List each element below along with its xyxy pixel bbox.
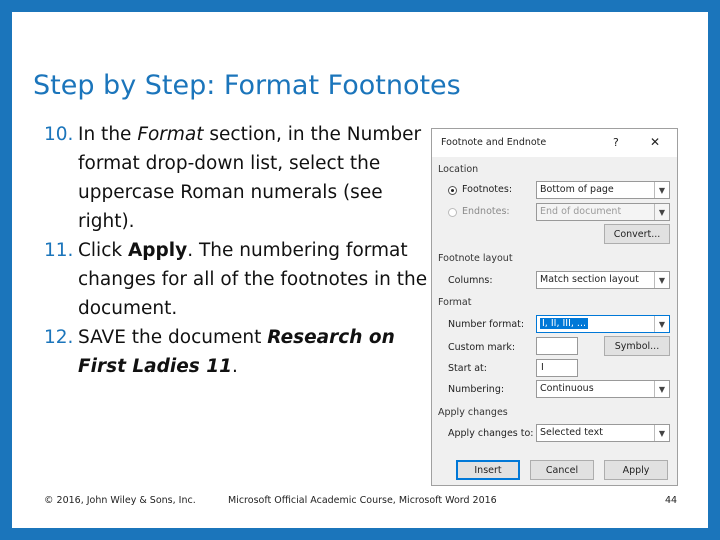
footnotes-radio[interactable] bbox=[448, 186, 457, 195]
number-format-select[interactable] bbox=[536, 315, 670, 333]
chevron-down-icon: ▼ bbox=[654, 381, 669, 397]
chevron-down-icon: ▼ bbox=[654, 272, 669, 288]
footnotes-label: Footnotes: bbox=[462, 184, 513, 195]
apply-changes-section-label: Apply changes bbox=[438, 407, 508, 418]
step-text: . The numbering format changes for all of the footnotes in the document. bbox=[78, 240, 428, 319]
start-at-value: I bbox=[541, 362, 544, 373]
numbering-value: Continuous bbox=[540, 383, 594, 394]
cancel-button[interactable]: Cancel bbox=[530, 460, 594, 480]
footnotes-position-select[interactable] bbox=[536, 181, 670, 199]
step-number: 11. bbox=[44, 240, 74, 261]
dialog-title-bar bbox=[432, 129, 677, 157]
apply-changes-to-label: Apply changes to: bbox=[448, 428, 534, 439]
start-at-input[interactable] bbox=[536, 359, 578, 377]
convert-button[interactable]: Convert... bbox=[604, 224, 670, 244]
step-number: 10. bbox=[44, 124, 74, 145]
numbering-select[interactable] bbox=[536, 380, 670, 398]
footer-copyright: © 2016, John Wiley & Sons, Inc. bbox=[44, 495, 196, 506]
columns-label: Columns: bbox=[448, 275, 493, 286]
step-text: SAVE the document bbox=[78, 327, 268, 348]
slide-title: Step by Step: Format Footnotes bbox=[33, 70, 461, 101]
format-section-label: Format bbox=[438, 297, 472, 308]
step-12 bbox=[44, 323, 434, 381]
step-emphasis: Format bbox=[137, 124, 204, 145]
endnotes-radio[interactable] bbox=[448, 208, 457, 217]
chevron-down-icon: ▼ bbox=[654, 204, 669, 220]
step-bold: Apply bbox=[127, 240, 188, 261]
apply-button[interactable]: Apply bbox=[604, 460, 668, 480]
start-at-label: Start at: bbox=[448, 363, 487, 374]
help-icon[interactable]: ? bbox=[613, 136, 619, 149]
endnotes-label: Endnotes: bbox=[462, 206, 510, 217]
chevron-down-icon: ▼ bbox=[654, 182, 669, 198]
location-section-label: Location bbox=[438, 164, 479, 175]
insert-button[interactable]: Insert bbox=[456, 460, 520, 480]
page-number: 44 bbox=[665, 495, 678, 506]
step-text: section, in the Number format drop-down list, select the uppercase Roman numerals (see right). bbox=[78, 124, 422, 232]
custom-mark-label: Custom mark: bbox=[448, 342, 516, 353]
number-format-value: I, II, III, ... bbox=[542, 318, 586, 329]
footnote-endnote-dialog bbox=[431, 128, 678, 486]
apply-changes-to-value: Selected text bbox=[540, 427, 603, 438]
number-format-label: Number format: bbox=[448, 319, 525, 330]
dialog-title: Footnote and Endnote bbox=[441, 137, 547, 148]
footnotes-position-value: Bottom of page bbox=[540, 184, 614, 195]
step-text: . bbox=[232, 356, 238, 377]
document-name: Research on First Ladies 11 bbox=[78, 327, 395, 377]
chevron-down-icon: ▼ bbox=[654, 425, 669, 441]
close-icon[interactable]: ✕ bbox=[650, 135, 661, 149]
footnote-layout-section-label: Footnote layout bbox=[438, 253, 513, 264]
step-list bbox=[44, 120, 434, 381]
step-10 bbox=[44, 120, 434, 236]
step-number: 12. bbox=[44, 327, 74, 348]
numbering-label: Numbering: bbox=[448, 384, 505, 395]
footer-course: Microsoft Official Academic Course, Microsoft Word 2016 bbox=[228, 495, 497, 506]
endnotes-position-value: End of document bbox=[540, 206, 622, 217]
endnotes-position-select[interactable] bbox=[536, 203, 670, 221]
custom-mark-input[interactable] bbox=[536, 337, 578, 355]
step-text: Click bbox=[78, 240, 128, 261]
step-text: In the bbox=[78, 124, 138, 145]
symbol-button[interactable]: Symbol... bbox=[604, 336, 670, 356]
apply-changes-to-select[interactable] bbox=[536, 424, 670, 442]
step-11 bbox=[44, 236, 434, 323]
chevron-down-icon: ▼ bbox=[654, 316, 669, 332]
columns-select[interactable] bbox=[536, 271, 670, 289]
columns-value: Match section layout bbox=[540, 274, 639, 285]
